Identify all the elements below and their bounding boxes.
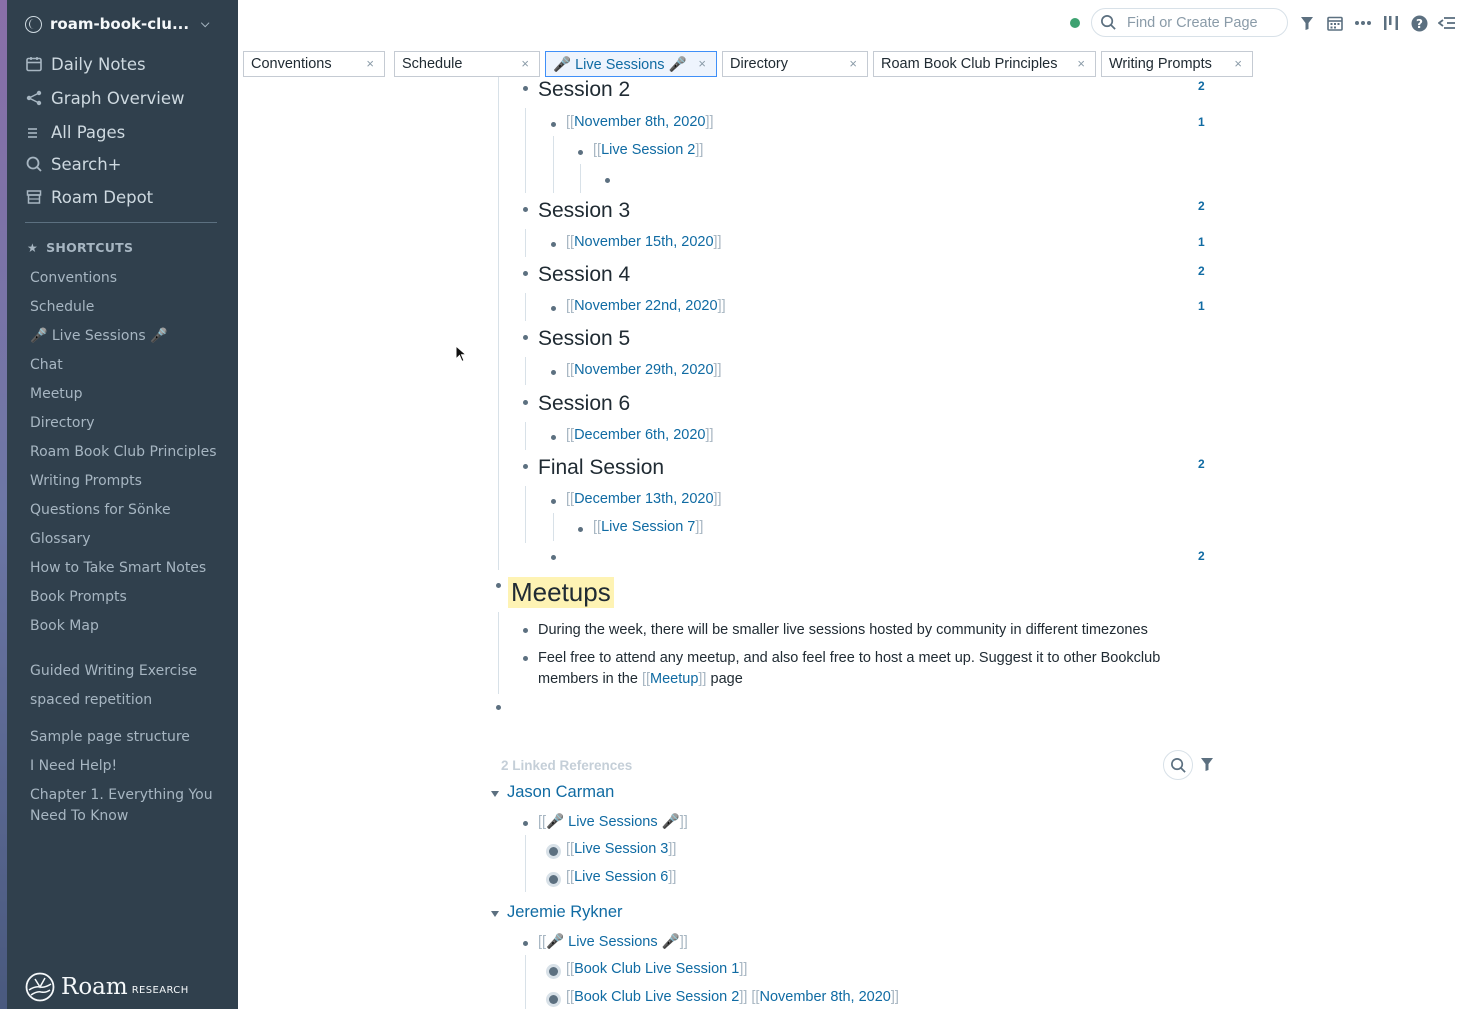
block-guide xyxy=(525,108,526,193)
close-icon[interactable]: × xyxy=(521,56,529,71)
session-heading[interactable]: Final Session xyxy=(538,456,665,479)
block-guide xyxy=(525,357,526,385)
shortcut-item[interactable]: Glossary xyxy=(30,531,91,547)
svg-text:?: ? xyxy=(1415,16,1423,31)
references-search-button[interactable] xyxy=(1163,750,1193,780)
shortcut-item[interactable]: Questions for Sönke xyxy=(30,502,171,518)
session-heading[interactable]: Session 3 xyxy=(538,199,631,222)
star-icon: ★ xyxy=(27,240,39,255)
find-or-create-search[interactable] xyxy=(1091,8,1288,37)
collapsed-block-bullet[interactable] xyxy=(549,847,558,856)
right-sidebar-icon[interactable] xyxy=(1437,13,1457,33)
block-bullet[interactable] xyxy=(523,464,528,469)
page-link-block[interactable]: [[ Live Session 6 ]] xyxy=(566,869,677,885)
block-bullet[interactable] xyxy=(523,271,528,276)
globe-icon xyxy=(25,16,42,33)
shortcut-item[interactable]: Chat xyxy=(30,357,63,373)
page-link-block[interactable]: [[ Book Club Live Session 2 ]] [[ November 8th, 2020 ]] xyxy=(566,989,899,1005)
breadcrumb-block[interactable]: [[ 🎤 Live Sessions 🎤 ]] xyxy=(538,933,688,950)
shortcut-item[interactable]: How to Take Smart Notes xyxy=(30,560,207,576)
shortcut-item[interactable]: Chapter 1. Everything You Need To Know xyxy=(30,787,213,824)
search-icon xyxy=(1100,14,1117,31)
tab-principles[interactable]: Roam Book Club Principles × xyxy=(873,51,1096,77)
shortcut-item[interactable]: Guided Writing Exercise xyxy=(30,663,198,679)
shortcut-item[interactable]: Conventions xyxy=(30,270,118,286)
date-link-block[interactable]: [[ November 22nd, 2020 ]] xyxy=(566,298,726,314)
session-heading[interactable]: Session 4 xyxy=(538,263,631,286)
chevron-down-icon: ⌵ xyxy=(201,17,210,30)
block-bullet[interactable] xyxy=(523,821,528,826)
shortcut-item[interactable]: Roam Book Club Principles xyxy=(30,444,217,460)
date-link-block[interactable]: [[ November 29th, 2020 ]] xyxy=(566,362,722,378)
date-link-block[interactable]: [[ November 15th, 2020 ]] xyxy=(566,234,722,250)
page-link-block[interactable]: [[ Live Session 3 ]] xyxy=(566,841,677,857)
block-guide xyxy=(553,513,554,541)
date-link-block[interactable]: [[ December 13th, 2020 ]] xyxy=(566,491,722,507)
close-icon[interactable]: × xyxy=(849,56,857,71)
nav-all-pages[interactable] xyxy=(25,119,125,145)
session-heading[interactable]: Session 2 xyxy=(538,78,631,101)
nav-graph-overview[interactable] xyxy=(25,85,185,111)
reference-count[interactable]: 1 xyxy=(1198,299,1205,313)
block-guide xyxy=(525,293,526,321)
sidebar-toggle-icon[interactable] xyxy=(1381,13,1401,33)
nav-search[interactable] xyxy=(25,151,122,177)
block-bullet[interactable] xyxy=(523,86,528,91)
close-icon[interactable]: × xyxy=(1234,56,1242,71)
more-icon[interactable] xyxy=(1353,13,1373,33)
breadcrumb-block[interactable]: [[ 🎤 Live Sessions 🎤 ]] xyxy=(538,813,688,830)
text-block[interactable]: During the week, there will be smaller live sessions hosted by community in different timezones xyxy=(538,622,1148,638)
shortcuts-heading: ★ SHORTCUTS xyxy=(27,240,134,255)
sidebar-divider xyxy=(25,222,217,223)
date-link-block[interactable]: [[ December 6th, 2020 ]] xyxy=(566,427,714,443)
nav-label: All Pages xyxy=(51,122,126,142)
top-bar xyxy=(238,0,1477,46)
mouse-cursor-icon xyxy=(455,345,467,363)
tab-schedule[interactable]: Schedule × xyxy=(394,51,540,77)
block-bullet[interactable] xyxy=(523,941,528,946)
shortcut-item[interactable]: Book Prompts xyxy=(30,589,127,605)
block-guide xyxy=(525,486,526,543)
collapsed-block-bullet[interactable] xyxy=(549,967,558,976)
reference-count[interactable]: 2 xyxy=(1198,264,1205,278)
main-content xyxy=(238,77,1477,1009)
shortcut-item[interactable]: Directory xyxy=(30,415,95,431)
list-icon xyxy=(25,123,43,141)
collapse-caret-icon[interactable] xyxy=(491,791,499,797)
block-guide xyxy=(525,229,526,257)
reference-page-title[interactable]: Jeremie Rykner xyxy=(507,903,623,921)
shortcut-item[interactable]: spaced repetition xyxy=(30,692,153,708)
close-icon[interactable]: × xyxy=(366,56,374,71)
page-link-block[interactable]: [[ Book Club Live Session 1 ]] xyxy=(566,961,748,977)
block-bullet[interactable] xyxy=(551,122,556,127)
graph-icon xyxy=(25,89,43,107)
collapse-caret-icon[interactable] xyxy=(491,911,499,917)
empty-block-bullet[interactable] xyxy=(496,705,501,710)
block-bullet[interactable] xyxy=(551,370,556,375)
block-bullet[interactable] xyxy=(523,656,528,661)
reference-count[interactable]: 1 xyxy=(1198,235,1205,249)
empty-block-bullet[interactable] xyxy=(605,178,610,183)
block-bullet[interactable] xyxy=(523,628,528,633)
reference-count[interactable]: 2 xyxy=(1198,199,1205,213)
shortcut-item[interactable]: Schedule xyxy=(30,299,95,315)
tab-live-sessions[interactable]: 🎤 Live Sessions 🎤 × xyxy=(545,51,717,77)
search-input[interactable] xyxy=(1125,14,1279,32)
close-icon[interactable]: × xyxy=(1077,56,1085,71)
text-block[interactable]: Feel free to attend any meetup, and also feel free to host a meet up. Suggest it to other Bookclub members in the [[Meetup]] page xyxy=(538,650,1161,687)
block-bullet[interactable] xyxy=(551,242,556,247)
meetups-heading[interactable]: Meetups xyxy=(508,577,614,608)
shortcut-item[interactable]: Book Map xyxy=(30,618,99,634)
empty-block-bullet[interactable] xyxy=(551,555,556,560)
shortcut-item[interactable]: I Need Help! xyxy=(30,758,118,774)
close-icon[interactable]: × xyxy=(698,56,706,71)
reference-count[interactable]: 1 xyxy=(1198,115,1205,129)
block-guide xyxy=(580,164,581,193)
shortcut-item[interactable]: Sample page structure xyxy=(30,729,190,745)
page-link-block[interactable]: [[ Live Session 2 ]] xyxy=(593,142,704,158)
search-icon xyxy=(1170,757,1187,774)
block-bullet[interactable] xyxy=(523,400,528,405)
reference-count[interactable]: 2 xyxy=(1198,79,1205,93)
nav-label: Search+ xyxy=(51,154,122,174)
date-link-block[interactable]: [[ November 8th, 2020 ]] xyxy=(566,114,714,130)
block-bullet[interactable] xyxy=(578,527,583,532)
roam-logo: Roam RESEARCH xyxy=(25,972,189,1002)
block-guide xyxy=(498,612,499,694)
block-guide xyxy=(525,835,526,892)
calendar-icon[interactable] xyxy=(1325,13,1345,33)
tab-directory[interactable]: Directory × xyxy=(722,51,868,77)
database-name: roam-book-clu... xyxy=(50,15,190,33)
filter-icon[interactable] xyxy=(1297,13,1317,33)
block-guide xyxy=(525,955,526,1009)
nav-label: Roam Depot xyxy=(51,187,154,207)
roam-emblem-icon xyxy=(25,972,55,1002)
store-icon xyxy=(25,188,43,206)
block-bullet[interactable] xyxy=(551,499,556,504)
shortcut-item[interactable]: Writing Prompts xyxy=(30,473,142,489)
block-bullet[interactable] xyxy=(578,150,583,155)
nav-roam-depot[interactable] xyxy=(25,184,153,210)
block-guide xyxy=(525,422,526,450)
sync-status-indicator xyxy=(1070,18,1080,28)
block-bullet[interactable] xyxy=(523,335,528,340)
session-heading[interactable]: Session 5 xyxy=(538,327,631,350)
block-bullet[interactable] xyxy=(551,306,556,311)
desktop-background xyxy=(0,0,7,1009)
page-link[interactable]: Meetup xyxy=(650,671,699,687)
linked-references-title[interactable]: 2 Linked References xyxy=(501,758,633,773)
help-icon[interactable] xyxy=(1409,13,1429,33)
nav-daily-notes[interactable] xyxy=(25,51,146,77)
reference-count[interactable]: 2 xyxy=(1198,549,1205,563)
collapsed-block-bullet[interactable] xyxy=(549,995,558,1004)
nav-label: Daily Notes xyxy=(51,54,146,74)
calendar-icon xyxy=(25,55,43,73)
page-link-block[interactable]: [[ Live Session 7 ]] xyxy=(593,519,704,535)
block-bullet[interactable] xyxy=(496,583,501,588)
tab-conventions[interactable]: Conventions × xyxy=(243,51,385,77)
nav-label: Graph Overview xyxy=(51,88,185,108)
block-guide xyxy=(498,77,499,570)
session-heading[interactable]: Session 6 xyxy=(538,392,631,415)
block-bullet[interactable] xyxy=(551,435,556,440)
shortcut-item[interactable]: 🎤 Live Sessions 🎤 xyxy=(30,328,168,344)
tab-writing-prompts[interactable]: Writing Prompts × xyxy=(1101,51,1253,77)
filter-icon[interactable] xyxy=(1200,757,1214,777)
reference-page-title[interactable]: Jason Carman xyxy=(507,783,615,801)
collapsed-block-bullet[interactable] xyxy=(549,875,558,884)
block-bullet[interactable] xyxy=(523,207,528,212)
reference-count[interactable]: 2 xyxy=(1198,457,1205,471)
shortcut-item[interactable]: Meetup xyxy=(30,386,83,402)
block-guide xyxy=(553,136,554,193)
left-sidebar xyxy=(7,0,238,1009)
database-switcher[interactable] xyxy=(25,12,209,36)
search-icon xyxy=(25,155,43,173)
